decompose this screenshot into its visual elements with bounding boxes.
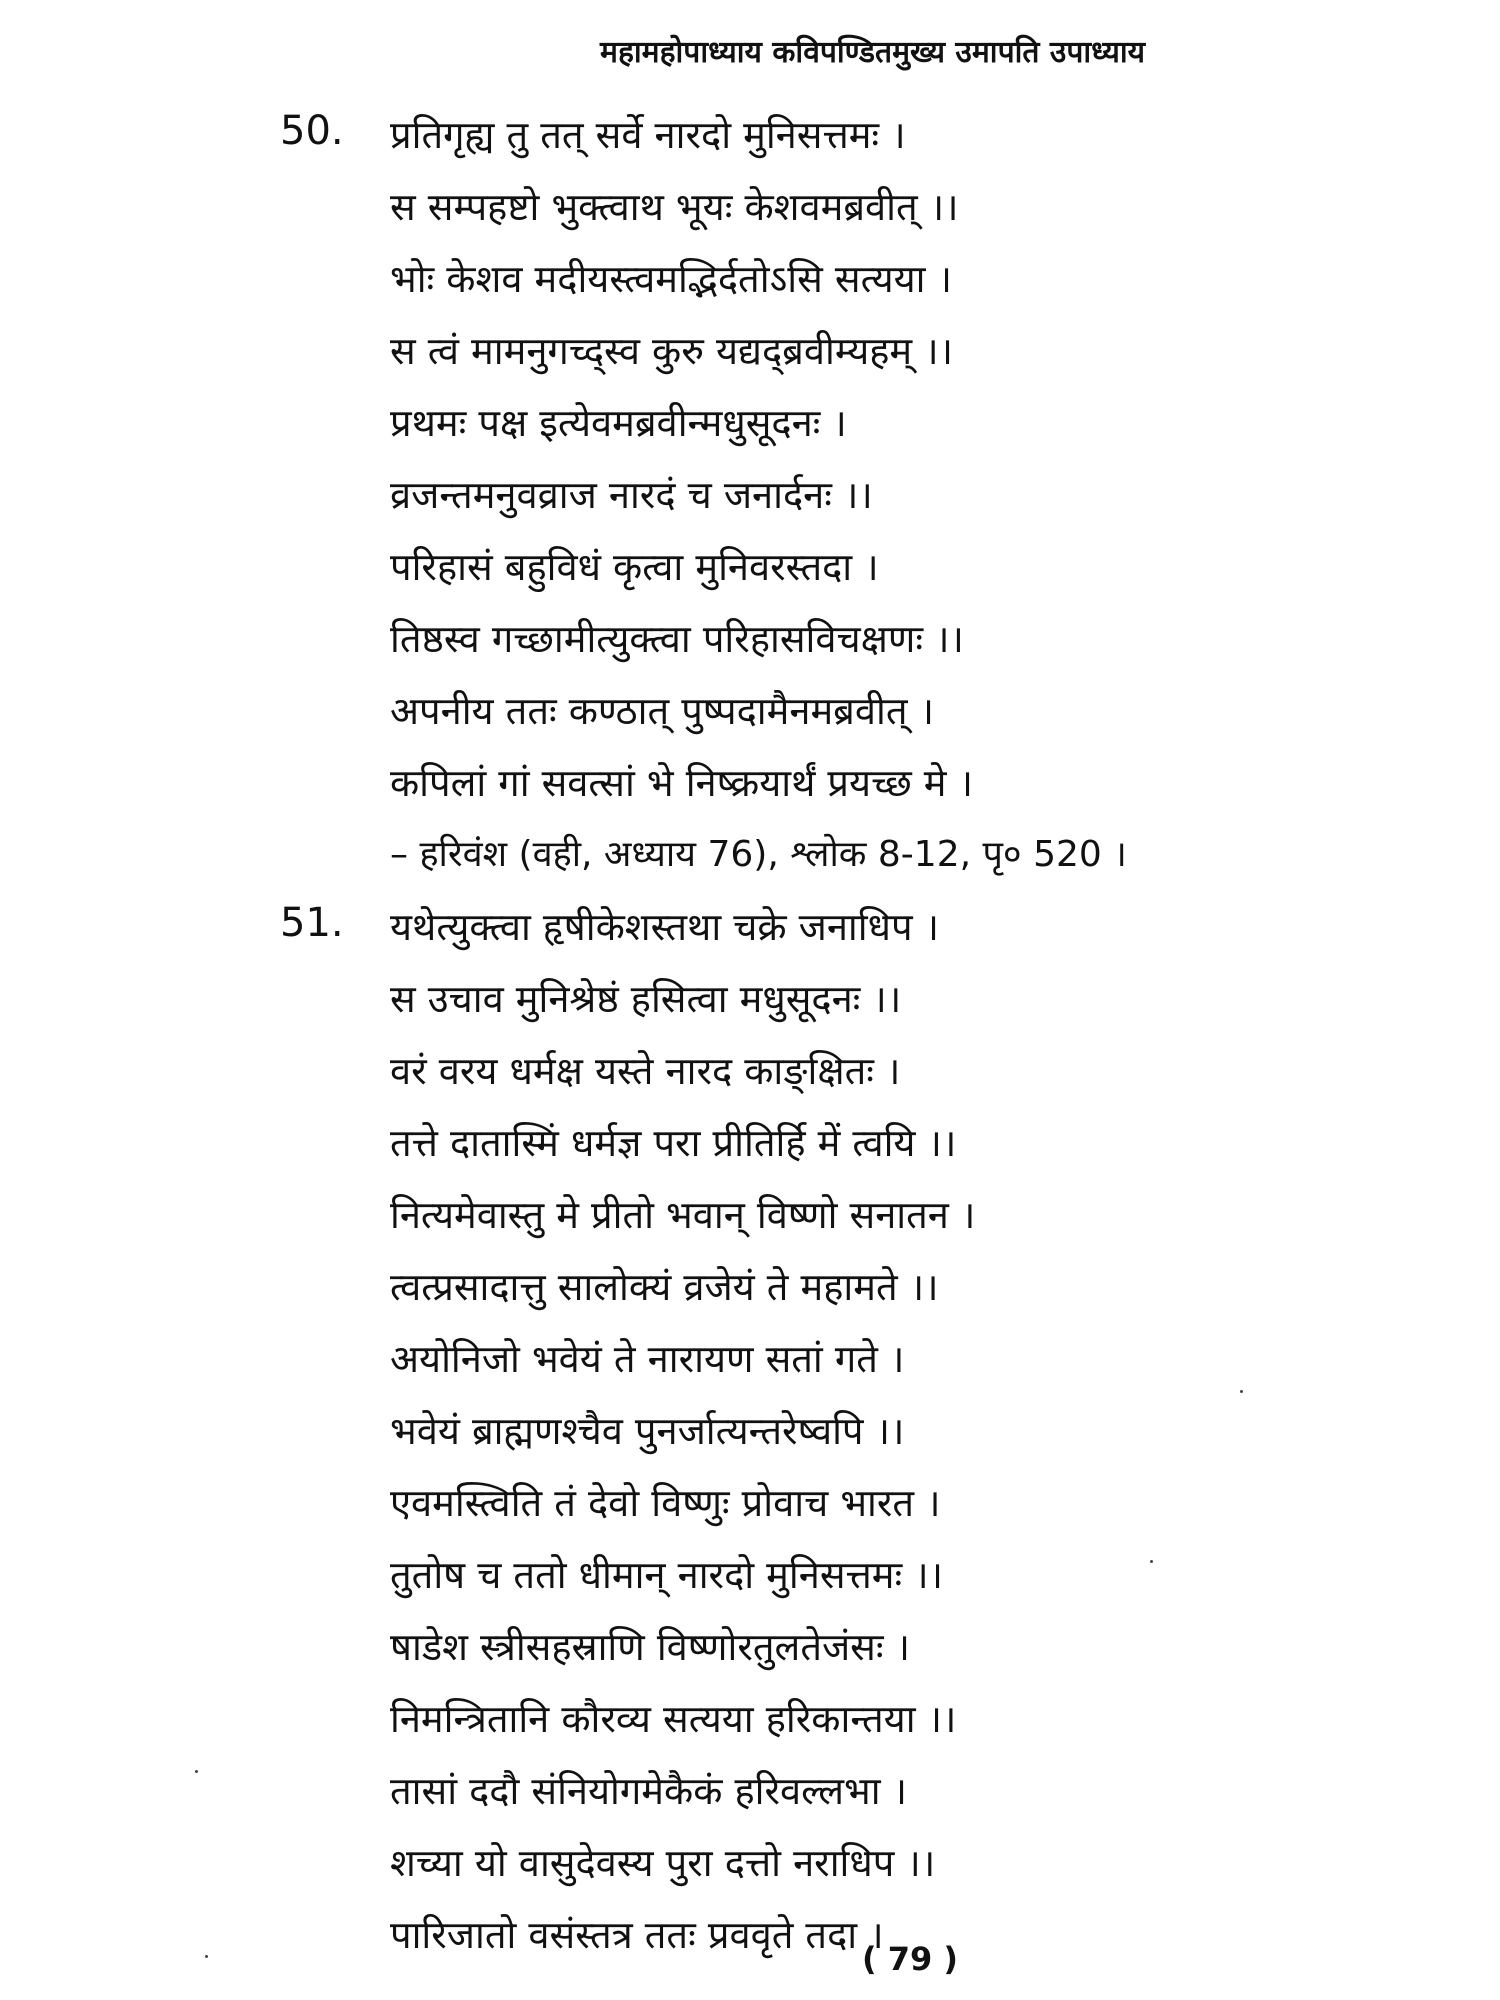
verse-line: यथेत्युक्त्वा हृषीकेशस्तथा चक्रे जनाधिप । xyxy=(390,905,940,949)
verse-line: भोः केशव मदीयस्त्वमद्भिर्दतोऽसि सत्यया । xyxy=(390,257,953,301)
page-number: ( 79 ) xyxy=(861,1940,959,1978)
verse-line: तिष्ठस्व गच्छामीत्युक्त्वा परिहासविचक्षणः ।। xyxy=(390,617,964,661)
verse-line: तुतोष च ततो धीमान् नारदो मुनिसत्तमः ।। xyxy=(390,1553,944,1597)
verse-number-51: 51. xyxy=(280,900,344,946)
verse-line: प्रथमः पक्ष इत्येवमब्रवीन्मधुसूदनः । xyxy=(390,401,847,445)
verse-line: पारिजातो वसंस्तत्र ततः प्रववृते तदा । xyxy=(390,1913,884,1957)
verse-line: व्रजन्तमनुवव्राज नारदं च जनार्दनः ।। xyxy=(390,473,873,517)
verse-line: कपिलां गां सवत्सां भे निष्क्रयार्थं प्रयच्छ मे । xyxy=(390,761,974,805)
verse-line: प्रतिगृह्य तु तत् सर्वे नारदो मुनिसत्तमः । xyxy=(390,113,906,157)
verse-number-50: 50. xyxy=(280,108,344,154)
verse-line: शच्या यो वासुदेवस्य पुरा दत्तो नराधिप ।। xyxy=(390,1841,936,1885)
verse-line: नित्यमेवास्तु मे प्रीतो भवान् विष्णो सनातन । xyxy=(390,1193,976,1237)
verse-line: षाडेश स्त्रीसहस्राणि विष्णोरतुलतेजंसः । xyxy=(390,1625,911,1669)
verse-line: अपनीय ततः कण्ठात् पुष्पदामैनमब्रवीत् । xyxy=(390,689,934,733)
verse-line: एवमस्त्विति तं देवो विष्णुः प्रोवाच भारत । xyxy=(390,1481,941,1525)
scan-speck xyxy=(205,1955,208,1958)
verse-line: स उचाव मुनिश्रेष्ठं हसित्वा मधुसूदनः ।। xyxy=(390,977,902,1021)
running-header: महामहोपाध्याय कविपण्डितमुख्य उमापति उपाध्याय xyxy=(600,35,1146,70)
source-citation: – हरिवंश (वही, अध्याय 76), श्लोक 8-12, पृ० 520 । xyxy=(390,834,1127,875)
verse-line: भवेयं ब्राह्मणश्चैव पुनर्जात्यन्तरेष्वपि ।। xyxy=(390,1409,905,1453)
verse-line: स सम्पहष्टो भुक्त्वाथ भूयः केशवमब्रवीत् ।। xyxy=(390,185,959,229)
verse-line: स त्वं मामनुगच्द्स्व कुरु यद्यद्ब्रवीम्यहम् ।। xyxy=(390,329,954,373)
scan-speck xyxy=(195,1770,198,1773)
verse-line: वरं वरय धर्मक्ष यस्ते नारद काङ्क्षितः । xyxy=(390,1049,901,1093)
scan-speck xyxy=(1150,1560,1153,1563)
scan-speck xyxy=(1240,1390,1243,1393)
verse-line: त्वत्प्रसादात्तु सालोक्यं व्रजेयं ते महामते ।। xyxy=(390,1265,939,1309)
verse-line: अयोनिजो भवेयं ते नारायण सतां गते । xyxy=(390,1337,905,1381)
verse-line: परिहासं बहुविधं कृत्वा मुनिवरस्तदा । xyxy=(390,545,879,589)
verse-line: निमन्त्रितानि कौरव्य सत्यया हरिकान्तया ।। xyxy=(390,1697,957,1741)
verse-line: तासां ददौ संनियोगमेकैकं हरिवल्लभा । xyxy=(390,1769,908,1813)
verse-line: तत्ते दातास्मिं धर्मज्ञ परा प्रीतिर्हि में त्वयि ।। xyxy=(390,1121,957,1165)
